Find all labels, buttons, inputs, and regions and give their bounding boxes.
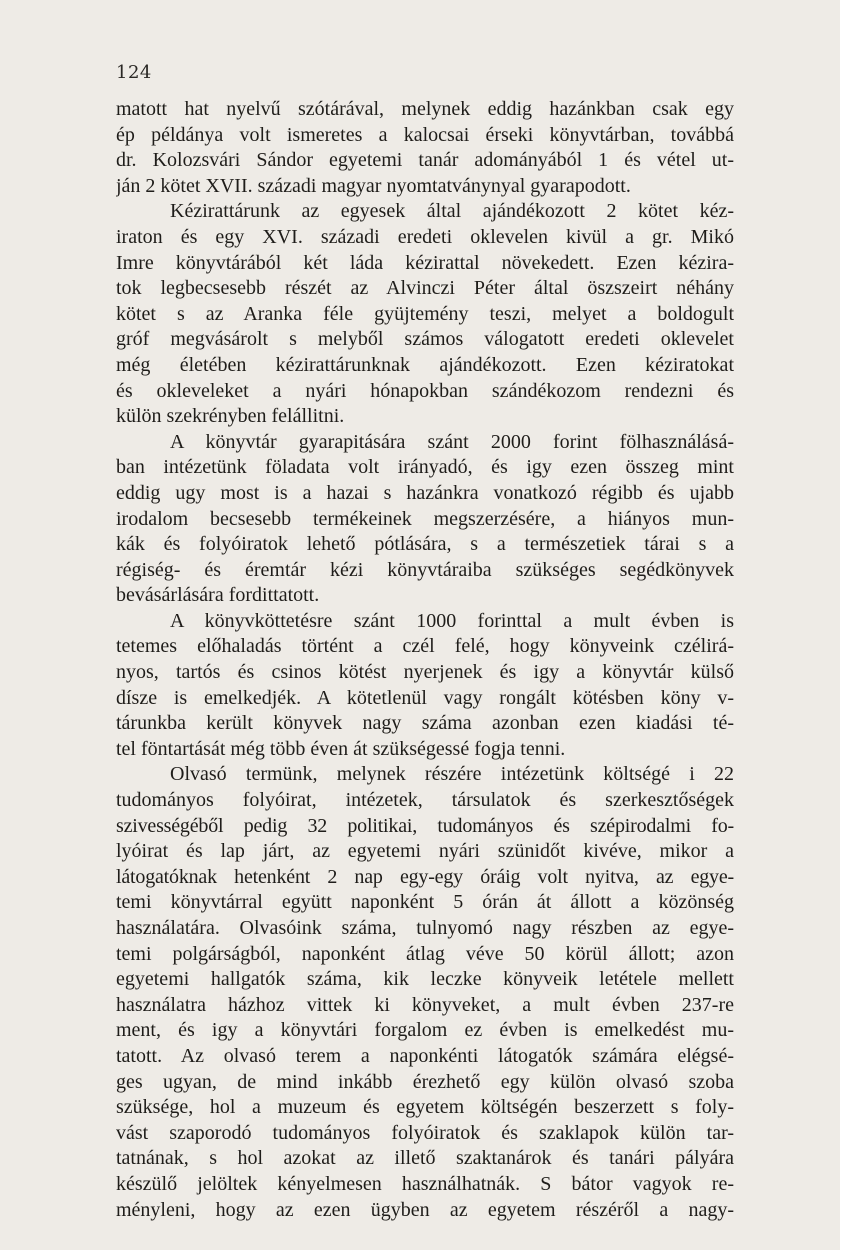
text-line: tel föntartását még több éven át szükségessé fogja tenni.	[116, 737, 566, 760]
text-line: még életében kézirattárunknak ajándékozott. Ezen kéziratokat	[116, 353, 734, 376]
text-line: A könyvköttetésre szánt 1000 forinttal a mult évben is	[170, 609, 734, 632]
text-line: kák és folyóiratok lehető pótlására, s a természetiek tárai s a	[116, 533, 734, 556]
text-line: ményleni, hogy az ezen ügyben az egyetem részéről a nagy-	[116, 1198, 734, 1221]
text-line: tárunkba került könyvek nagy száma azonban ezen kiadási té-	[116, 712, 734, 735]
text-line: Kézirattárunk az egyesek által ajándékozott 2 kötet kéz-	[170, 200, 734, 223]
page-number: 124	[116, 62, 152, 83]
text-line: Imre könyvtárából két láda kézirattal növekedett. Ezen kézira-	[116, 251, 734, 274]
paragraph	[116, 199, 734, 429]
text-line: külön szekrényben felállitni.	[116, 405, 345, 428]
text-line: bevásárlására fordittatott.	[116, 584, 320, 607]
text-line: szüksége, hol a muzeum és egyetem költségén beszerzett s foly-	[116, 1096, 734, 1119]
text-line: ges ugyan, de mind inkább érezhető egy külön olvasó szoba	[116, 1070, 734, 1093]
paragraph	[116, 97, 734, 199]
text-line: egyetemi hallgatók száma, kik leczke könyveik letétele mellett	[116, 968, 734, 991]
text-line: temi könyvtárral együtt naponként 5 órán át állott a közönség	[116, 891, 734, 914]
text-line: tatott. Az olvasó terem a naponkénti látogatók számára elégsé-	[116, 1044, 734, 1067]
text-line: kötet s az Aranka féle gyüjtemény teszi, melyet a boldogult	[116, 302, 734, 325]
text-line: temi polgárságból, naponként átlag véve 50 körül állott; azon	[116, 942, 734, 965]
text-line: használatra házhoz vittek ki könyveket, a mult évben 237-re	[116, 993, 734, 1016]
text-line: ment, és igy a könyvtári forgalom ez évben is emelkedést mu-	[116, 1019, 734, 1042]
text-line: vást szaporodó tudományos folyóiratok és szaklapok külön tar-	[116, 1121, 734, 1144]
text-line: használatára. Olvasóink száma, tulnyomó nagy részben az egye-	[116, 917, 734, 939]
text-line: irodalom becsesebb termékeinek megszerzésére, a hiányos mun-	[116, 507, 734, 530]
text-line: ban intézetünk föladata volt irányadó, és igy ezen összeg mint	[116, 456, 734, 479]
text-line: ján 2 kötet XVII. századi magyar nyomtatványnyal gyarapodott.	[116, 174, 631, 197]
text-line: régiség- és éremtár kézi könyvtáraiba szükséges segédkönyvek	[116, 558, 734, 581]
text-line: Olvasó termünk, melynek részére intézetünk költségé i 22	[170, 763, 734, 786]
paragraph	[116, 609, 734, 763]
text-line: eddig ugy most is a hazai s hazánkra vonatkozó régibb és ujabb	[116, 481, 734, 504]
text-line: dísze is emelkedjék. A kötetlenül vagy rongált kötésben köny v-	[116, 686, 734, 709]
text-line: tetemes előhaladás történt a czél felé, hogy könyveink czélirá-	[116, 635, 734, 658]
text-line: lyóirat és lap járt, az egyetemi nyári szünidőt kivéve, mikor a	[116, 840, 734, 863]
text-line: matott hat nyelvű szótárával, melynek eddig hazánkban csak egy	[116, 98, 734, 120]
text-line: és okleveleket a nyári hónapokban szándékozom rendezni és	[116, 379, 734, 402]
paragraph	[116, 762, 734, 1223]
paragraph	[116, 430, 734, 609]
text-line: készülő jelöltek kényelmesen használhatnák. S bátor vagyok re-	[116, 1172, 734, 1195]
text-line: szivességéből pedig 32 politikai, tudományos és szépirodalmi fo-	[116, 814, 734, 837]
text-line: tok legbecsesebb részét az Alvinczi Péter által öszszeirt néhány	[116, 277, 734, 300]
page-body	[116, 97, 734, 1223]
text-line: A könyvtár gyarapitására szánt 2000 forint fölhasználásá-	[170, 430, 734, 453]
text-line: tatnának, s hol azokat az illető szaktanárok és tanári pályára	[116, 1147, 734, 1170]
text-line: tudományos folyóirat, intézetek, társulatok és szerkesztőségek	[116, 789, 734, 812]
text-line: ép példánya volt ismeretes a kalocsai érseki könyvtárban, továbbá	[116, 123, 734, 146]
text-line: dr. Kolozsvári Sándor egyetemi tanár adományából 1 és vétel ut-	[116, 149, 734, 172]
text-line: látogatóknak hetenként 2 nap egy-egy óráig volt nyitva, az egye-	[116, 865, 734, 888]
text-line: iraton és egy XVI. századi eredeti oklevelen kivül a gr. Mikó	[116, 225, 734, 248]
text-line: gróf megvásárolt s melyből számos válogatott eredeti oklevelet	[116, 328, 734, 351]
text-line: nyos, tartós és csinos kötést nyerjenek és igy a könyvtár külső	[116, 661, 734, 684]
